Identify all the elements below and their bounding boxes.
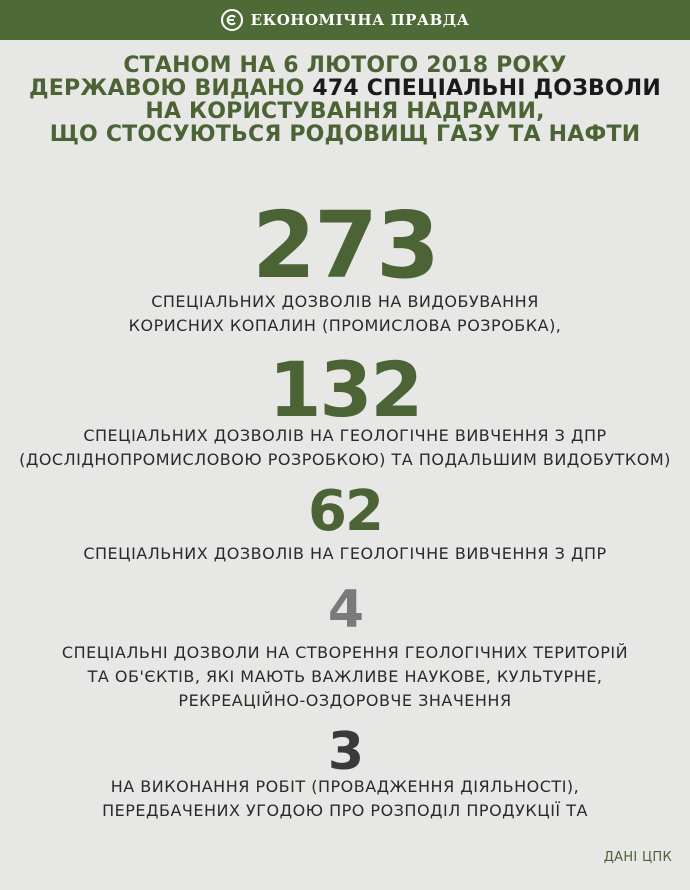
stat-description-62: [0, 542, 690, 566]
brand-header: [0, 0, 690, 40]
stat-description-3: [0, 775, 690, 823]
headline-line-2-prefix: ДЕРЖАВОЮ ВИДАНО: [28, 76, 313, 101]
headline-line-3: НА КОРИСТУВАННЯ НАДРАМИ,: [145, 99, 545, 124]
headline-line-1: СТАНОМ НА 6 ЛЮТОГО 2018 РОКУ: [123, 53, 567, 78]
stat-description-line: (ДОСЛІДНОПРОМИСЛОВОЮ РОЗРОБКОЮ) ТА ПОДАЛЬШИМ ВИДОБУТКОМ): [19, 450, 671, 469]
stat-number-3: 3: [327, 722, 363, 782]
stat-description-line: ТА ОБ'ЄКТІВ, ЯКІ МАЮТЬ ВАЖЛИВЕ НАУКОВЕ, КУЛЬТУРНЕ,: [87, 667, 603, 686]
stat-description-line: РЕКРЕАЦІЙНО-ОЗДОРОВЧЕ ЗНАЧЕННЯ: [178, 691, 512, 710]
stat-description-line: СПЕЦІАЛЬНИХ ДОЗВОЛІВ НА ГЕОЛОГІЧНЕ ВИВЧЕННЯ З ДПР: [83, 426, 607, 445]
headline-highlight: 474 СПЕЦІАЛЬНІ ДОЗВОЛИ: [312, 76, 661, 101]
stat-description-273: [0, 290, 690, 338]
stat-description-line: СПЕЦІАЛЬНИХ ДОЗВОЛІВ НА ГЕОЛОГІЧНЕ ВИВЧЕННЯ З ДПР: [83, 544, 607, 563]
stat-number-4: 4: [327, 580, 363, 640]
stat-description-line: ПЕРЕДБАЧЕНИХ УГОДОЮ ПРО РОЗПОДІЛ ПРОДУКЦІЇ ТА: [102, 801, 588, 820]
stat-number-62: 62: [308, 479, 382, 544]
stat-number-132: 132: [268, 345, 422, 434]
headline-line-4: ЩО СТОСУЮТЬСЯ РОДОВИЩ ГАЗУ ТА НАФТИ: [49, 122, 641, 147]
headline-line-2: [0, 77, 690, 100]
stat-description-line: СПЕЦІАЛЬНИХ ДОЗВОЛІВ НА ВИДОБУВАННЯ: [151, 292, 539, 311]
stat-description-132: [0, 424, 690, 472]
stat-description-line: КОРИСНИХ КОПАЛИН (ПРОМИСЛОВА РОЗРОБКА),: [128, 316, 562, 335]
stat-number-273: 273: [251, 192, 439, 299]
headline: [0, 54, 690, 146]
stat-description-line: НА ВИКОНАННЯ РОБІТ (ПРОВАДЖЕННЯ ДІЯЛЬНОСТІ),: [110, 777, 580, 796]
source-credit: ДАНІ ЦПК: [603, 850, 672, 865]
stat-description-4: [0, 641, 690, 713]
stat-description-line: СПЕЦІАЛЬНІ ДОЗВОЛИ НА СТВОРЕННЯ ГЕОЛОГІЧНИХ ТЕРИТОРІЙ: [61, 643, 629, 662]
economic-pravda-logo-icon: [221, 9, 243, 31]
brand-name: ЕКОНОМІЧНА ПРАВДА: [250, 11, 470, 29]
